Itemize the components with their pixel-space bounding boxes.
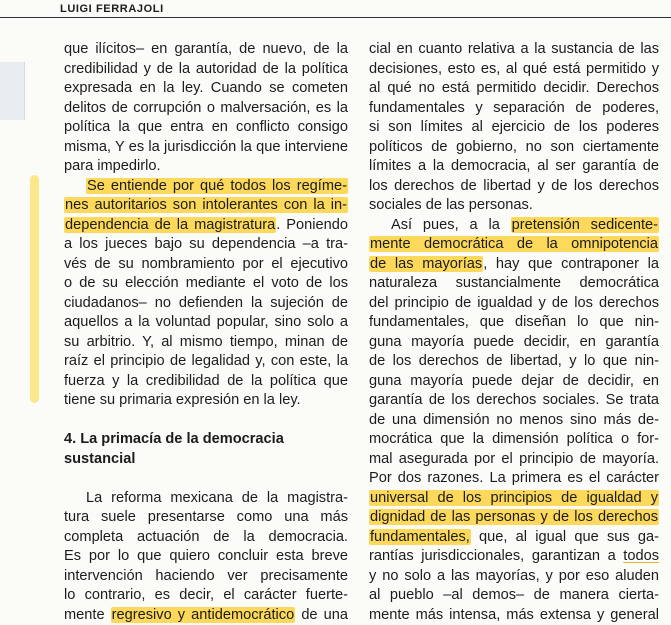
text-line — [369, 508, 659, 528]
highlighted-text: fundamentales, — [369, 529, 471, 545]
text-line: fundamentales, que, al igual que sus ga- — [369, 528, 659, 548]
highlighted-text: universal de los principios de igualdad y — [369, 490, 659, 506]
highlighted-text: pretensión sedicente- — [511, 217, 659, 233]
text-line: ciudadanos– no defienden la sujeción de — [64, 294, 348, 314]
text-line: si son límites al ejercicio de los poderes — [369, 118, 659, 138]
text-line — [64, 177, 348, 197]
text-line: o de su elección mediante el voto de los — [64, 274, 348, 294]
highlighted-text: de las mayorías — [369, 256, 483, 272]
text-line: decisiones, esto es, al qué está permitido y — [369, 60, 659, 80]
left-column — [64, 40, 348, 625]
text-line: mente más intensa, más extensa y general — [369, 606, 659, 625]
text-line: fundamentales y separación de poderes, — [369, 99, 659, 119]
text-line: dependencia de la magistratura. Poniendo — [64, 216, 348, 236]
running-header: LUIGI FERRAJOLI — [60, 3, 164, 15]
text-line: del principio de igualdad y de los derechos — [369, 294, 659, 314]
text-line: los derechos de libertad y de los derechos — [369, 177, 659, 197]
text-line: completa actuación de la democracia. — [64, 528, 348, 548]
text-line — [369, 235, 659, 255]
paragraph-gap — [64, 469, 348, 489]
text-line: Así pues, a la pretensión sedicente- — [369, 216, 659, 236]
text-line: rantías jurisdiccionales, garantizan a todos — [369, 547, 659, 567]
text-line: intervención haciendo ver precisamente — [64, 567, 348, 587]
text-line: mal asegurada por el principio de mayoría. — [369, 450, 659, 470]
text-line: Por dos razones. La primera es el carácter — [369, 469, 659, 489]
text-line: mocrática que la dimensión política o for- — [369, 430, 659, 450]
highlighted-text: regresivo y antidemocrático — [111, 607, 296, 623]
header-rule — [0, 17, 671, 18]
text-line: La reforma mexicana de la magistra- — [64, 489, 348, 509]
text-line: fuerza y la credibilidad de la política que — [64, 372, 348, 392]
text-line: garantía de los derechos sociales. Se trata — [369, 391, 659, 411]
text-line: naturaleza sustancialmente democrática — [369, 274, 659, 294]
highlighted-text: dependencia de la magistratura — [64, 217, 276, 233]
text-line: credibilidad y de la autoridad de la política — [64, 60, 348, 80]
text-line: de los derechos de libertad, y lo que nin- — [369, 352, 659, 372]
text-line: mente regresivo y antidemocrático de una — [64, 606, 348, 625]
text-line — [64, 196, 348, 216]
text-line: tiene su primaria expresión en la ley. — [64, 391, 348, 411]
text-line: al pueblo –al demos– de manera cierta- — [369, 586, 659, 606]
text-line: tura suele presentarse como una más — [64, 508, 348, 528]
text-line — [369, 489, 659, 509]
text-line: guna mayoría puede decidir, en garantía — [369, 333, 659, 353]
text-line: aquellos a la voluntad popular, sino solo a — [64, 313, 348, 333]
text-line: misma, Y es la jurisdicción la que interviene — [64, 138, 348, 158]
text-line: de una dimensión no menos sino más de- — [369, 411, 659, 431]
highlighted-text: Se entiende por qué todos los regíme- — [86, 178, 348, 194]
text-line: fundamentales, que diseñan lo que nin- — [369, 313, 659, 333]
paragraph-gap — [64, 411, 348, 431]
text-line: al qué no está permitido decidir. Derechos — [369, 79, 659, 99]
highlighted-text: dignidad de las personas y de los derechos — [369, 509, 659, 525]
text-line: delitos de corrupción o malversación, es la — [64, 99, 348, 119]
text-line: políticos de gobierno, no son ciertamente — [369, 138, 659, 158]
text-line: para impedirlo. — [64, 157, 348, 177]
text-line: cial en cuanto relativa a la sustancia de las — [369, 40, 659, 60]
text-line: lo contrario, es decir, el carácter fuerte- — [64, 586, 348, 606]
text-line: raíz el principio de legalidad y, con este, la — [64, 352, 348, 372]
highlighted-text: nes autoritarios son intolerantes con la in- — [64, 197, 348, 213]
text-line: límites a la democracia, al ser garantía de — [369, 157, 659, 177]
text-line: su arbitrio. Y, al mismo tiempo, minan de — [64, 333, 348, 353]
highlighted-text: mente democrática de la omnipotencia — [369, 236, 659, 252]
text-line: que ilícitos– en garantía, de nuevo, de la — [64, 40, 348, 60]
text-line: y no solo a las mayorías, y por eso aluden — [369, 567, 659, 587]
section-heading: 4. La primacía de la democracia — [64, 430, 348, 450]
text-line: a los jueces bajo su dependencia –a tra- — [64, 235, 348, 255]
right-column — [369, 40, 659, 625]
text-line: sociales de las personas. — [369, 196, 659, 216]
text-line: expresada en la ley. Cuando se cometen — [64, 79, 348, 99]
text-line: de las mayorías, hay que contraponer la — [369, 255, 659, 275]
text-line: vés de su nombramiento por el ejecutivo — [64, 255, 348, 275]
section-heading: sustancial — [64, 450, 348, 470]
margin-highlight-marker — [30, 175, 39, 403]
text-line: guna mayoría puede dejar de decidir, en — [369, 372, 659, 392]
underlined-text: todos — [623, 548, 659, 564]
text-line: política la que entra en conflicto consigo — [64, 118, 348, 138]
viewer-edge-tab[interactable] — [0, 62, 25, 120]
text-line: Es por lo que quiero concluir esta breve — [64, 547, 348, 567]
